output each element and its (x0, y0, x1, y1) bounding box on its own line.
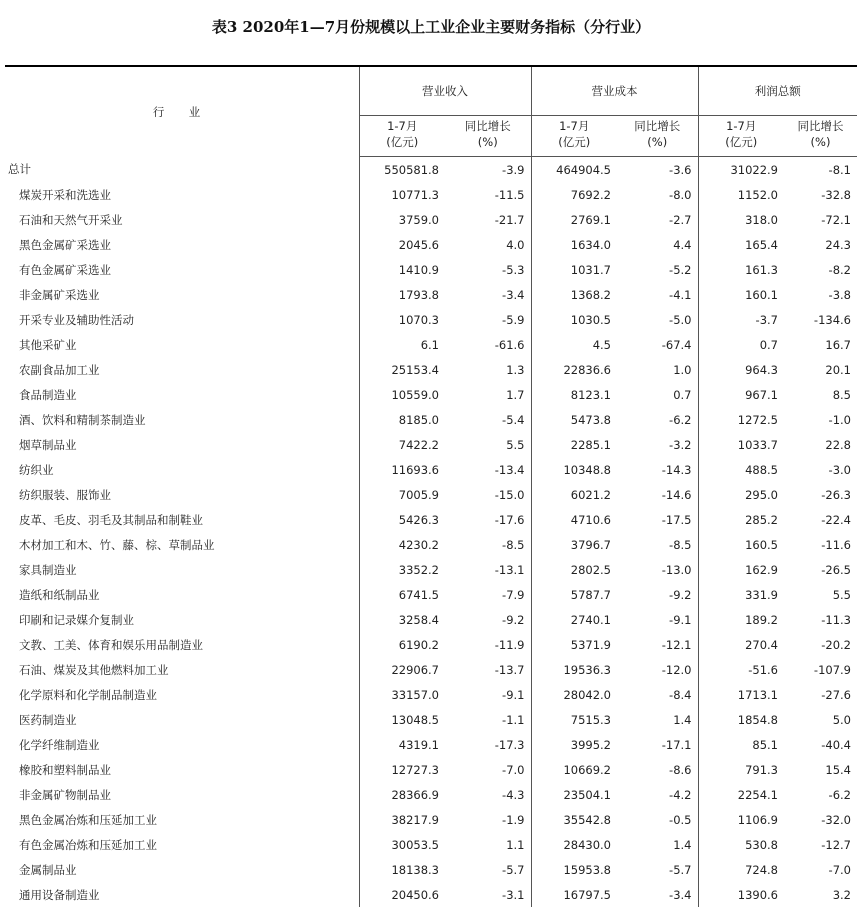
profit-value: 85.1 (698, 732, 784, 757)
revenue-value: 1410.9 (359, 257, 445, 282)
profit-value: 270.4 (698, 632, 784, 657)
industry-name: 食品制造业 (5, 382, 359, 407)
cost-value: 4.5 (531, 332, 617, 357)
revenue-value: 20450.6 (359, 882, 445, 907)
industry-name: 医药制造业 (5, 707, 359, 732)
cost-growth: -9.2 (617, 582, 698, 607)
revenue-value: 8185.0 (359, 407, 445, 432)
cost-growth: -8.0 (617, 182, 698, 207)
industry-name: 烟草制品业 (5, 432, 359, 457)
profit-growth: -3.0 (784, 457, 857, 482)
revenue-growth: -7.0 (445, 757, 531, 782)
profit-header: 利润总额 (698, 66, 857, 116)
cost-value: 1634.0 (531, 232, 617, 257)
industry-name: 通用设备制造业 (5, 882, 359, 907)
industry-header: 行 业 (5, 66, 359, 157)
profit-value: 331.9 (698, 582, 784, 607)
industry-name: 有色金属冶炼和压延加工业 (5, 832, 359, 857)
profit-value: 1713.1 (698, 682, 784, 707)
profit-value: 1033.7 (698, 432, 784, 457)
profit-growth: -6.2 (784, 782, 857, 807)
cost-value: 3796.7 (531, 532, 617, 557)
revenue-growth: -21.7 (445, 207, 531, 232)
profit-growth: -3.8 (784, 282, 857, 307)
cost-value: 16797.5 (531, 882, 617, 907)
revenue-growth: -5.7 (445, 857, 531, 882)
profit-value: 724.8 (698, 857, 784, 882)
revenue-value: 28366.9 (359, 782, 445, 807)
profit-growth: 16.7 (784, 332, 857, 357)
profit-value: 1152.0 (698, 182, 784, 207)
industry-name: 非金属矿物制品业 (5, 782, 359, 807)
revenue-growth: -4.3 (445, 782, 531, 807)
profit-value: 160.5 (698, 532, 784, 557)
table-row (5, 782, 857, 807)
profit-growth: 5.0 (784, 707, 857, 732)
table-row (5, 557, 857, 582)
revenue-growth: -5.3 (445, 257, 531, 282)
table-row (5, 632, 857, 657)
industry-name: 化学原料和化学制品制造业 (5, 682, 359, 707)
cost-amount-header: 1-7月 (亿元) (531, 116, 617, 157)
profit-growth: -11.6 (784, 532, 857, 557)
cost-value: 6021.2 (531, 482, 617, 507)
cost-growth: -8.5 (617, 532, 698, 557)
revenue-value: 1070.3 (359, 307, 445, 332)
profit-growth: -11.3 (784, 607, 857, 632)
cost-value: 2802.5 (531, 557, 617, 582)
revenue-value: 7422.2 (359, 432, 445, 457)
industry-name: 金属制品业 (5, 857, 359, 882)
revenue-value: 3258.4 (359, 607, 445, 632)
profit-growth: -12.7 (784, 832, 857, 857)
revenue-value: 5426.3 (359, 507, 445, 532)
profit-growth: -20.2 (784, 632, 857, 657)
industry-name: 化学纤维制造业 (5, 732, 359, 757)
profit-value: -51.6 (698, 657, 784, 682)
industry-name: 纺织服装、服饰业 (5, 482, 359, 507)
profit-value: 2254.1 (698, 782, 784, 807)
profit-growth: 20.1 (784, 357, 857, 382)
cost-value: 5473.8 (531, 407, 617, 432)
table-row (5, 332, 857, 357)
revenue-growth: -1.1 (445, 707, 531, 732)
cost-growth: -4.1 (617, 282, 698, 307)
cost-value: 7515.3 (531, 707, 617, 732)
revenue-value: 4230.2 (359, 532, 445, 557)
cost-growth: -6.2 (617, 407, 698, 432)
cost-value: 23504.1 (531, 782, 617, 807)
cost-value: 2769.1 (531, 207, 617, 232)
cost-growth: -12.1 (617, 632, 698, 657)
industry-name: 煤炭开采和洗选业 (5, 182, 359, 207)
revenue-growth: -7.9 (445, 582, 531, 607)
revenue-value: 10771.3 (359, 182, 445, 207)
table-row (5, 682, 857, 707)
table-body (5, 157, 857, 907)
table-row (5, 482, 857, 507)
cost-value: 10348.8 (531, 457, 617, 482)
revenue-growth: 4.0 (445, 232, 531, 257)
revenue-value: 3352.2 (359, 557, 445, 582)
revenue-value: 550581.8 (359, 157, 445, 183)
profit-value: 1272.5 (698, 407, 784, 432)
industry-name: 石油、煤炭及其他燃料加工业 (5, 657, 359, 682)
table-row (5, 432, 857, 457)
revenue-amount-header: 1-7月 (亿元) (359, 116, 445, 157)
cost-value: 10669.2 (531, 757, 617, 782)
industry-name: 印刷和记录媒介复制业 (5, 607, 359, 632)
revenue-growth: -3.1 (445, 882, 531, 907)
cost-value: 28430.0 (531, 832, 617, 857)
profit-value: 967.1 (698, 382, 784, 407)
cost-growth: -14.6 (617, 482, 698, 507)
profit-value: 162.9 (698, 557, 784, 582)
cost-value: 5371.9 (531, 632, 617, 657)
table-row (5, 232, 857, 257)
cost-growth: -4.2 (617, 782, 698, 807)
table-row (5, 757, 857, 782)
profit-growth: -26.5 (784, 557, 857, 582)
profit-value: 189.2 (698, 607, 784, 632)
profit-growth: -1.0 (784, 407, 857, 432)
cost-value: 8123.1 (531, 382, 617, 407)
industry-name: 石油和天然气开采业 (5, 207, 359, 232)
revenue-growth: -8.5 (445, 532, 531, 557)
revenue-value: 13048.5 (359, 707, 445, 732)
table-row (5, 807, 857, 832)
cost-value: 19536.3 (531, 657, 617, 682)
industry-name: 家具制造业 (5, 557, 359, 582)
cost-growth: 0.7 (617, 382, 698, 407)
revenue-growth: -5.4 (445, 407, 531, 432)
table-row (5, 832, 857, 857)
industry-name: 橡胶和塑料制品业 (5, 757, 359, 782)
profit-value: 31022.9 (698, 157, 784, 183)
profit-growth: 5.5 (784, 582, 857, 607)
revenue-growth: -3.4 (445, 282, 531, 307)
table-row (5, 707, 857, 732)
profit-growth: 8.5 (784, 382, 857, 407)
profit-growth: -22.4 (784, 507, 857, 532)
revenue-value: 6.1 (359, 332, 445, 357)
cost-value: 4710.6 (531, 507, 617, 532)
cost-growth: -17.1 (617, 732, 698, 757)
revenue-value: 6741.5 (359, 582, 445, 607)
industry-name: 文教、工美、体育和娱乐用品制造业 (5, 632, 359, 657)
profit-growth: -134.6 (784, 307, 857, 332)
revenue-growth: 1.1 (445, 832, 531, 857)
cost-value: 28042.0 (531, 682, 617, 707)
cost-value: 22836.6 (531, 357, 617, 382)
revenue-growth: -9.1 (445, 682, 531, 707)
table-row (5, 407, 857, 432)
profit-growth: 24.3 (784, 232, 857, 257)
revenue-growth-header: 同比增长 (%) (445, 116, 531, 157)
table-row (5, 732, 857, 757)
cost-growth: -67.4 (617, 332, 698, 357)
cost-value: 1031.7 (531, 257, 617, 282)
revenue-growth: -5.9 (445, 307, 531, 332)
cost-growth: -13.0 (617, 557, 698, 582)
revenue-growth: -13.4 (445, 457, 531, 482)
revenue-value: 22906.7 (359, 657, 445, 682)
profit-value: 964.3 (698, 357, 784, 382)
table-row (5, 582, 857, 607)
table-row (5, 882, 857, 907)
profit-growth: -72.1 (784, 207, 857, 232)
profit-value: 318.0 (698, 207, 784, 232)
industry-name: 其他采矿业 (5, 332, 359, 357)
industry-name: 酒、饮料和精制茶制造业 (5, 407, 359, 432)
revenue-growth: -15.0 (445, 482, 531, 507)
table-row (5, 182, 857, 207)
cost-growth: 1.4 (617, 832, 698, 857)
table-row (5, 282, 857, 307)
revenue-value: 38217.9 (359, 807, 445, 832)
profit-value: 295.0 (698, 482, 784, 507)
table-row (5, 207, 857, 232)
cost-growth: -8.6 (617, 757, 698, 782)
table-row (5, 457, 857, 482)
table-row (5, 307, 857, 332)
cost-growth: 1.4 (617, 707, 698, 732)
cost-value: 2740.1 (531, 607, 617, 632)
industry-name: 纺织业 (5, 457, 359, 482)
revenue-growth: -11.9 (445, 632, 531, 657)
revenue-growth: -13.7 (445, 657, 531, 682)
cost-growth: -3.2 (617, 432, 698, 457)
profit-growth: -8.1 (784, 157, 857, 183)
industry-name: 开采专业及辅助性活动 (5, 307, 359, 332)
industry-name: 农副食品加工业 (5, 357, 359, 382)
cost-header: 营业成本 (531, 66, 698, 116)
cost-growth: -8.4 (617, 682, 698, 707)
revenue-growth: -61.6 (445, 332, 531, 357)
cost-value: 1368.2 (531, 282, 617, 307)
table-row (5, 607, 857, 632)
revenue-value: 10559.0 (359, 382, 445, 407)
profit-value: 488.5 (698, 457, 784, 482)
profit-amount-header: 1-7月 (亿元) (698, 116, 784, 157)
revenue-value: 12727.3 (359, 757, 445, 782)
profit-value: -3.7 (698, 307, 784, 332)
cost-growth: -17.5 (617, 507, 698, 532)
profit-growth-header: 同比增长 (%) (784, 116, 857, 157)
cost-growth: -0.5 (617, 807, 698, 832)
revenue-header: 营业收入 (359, 66, 531, 116)
financial-indicators-table (5, 65, 857, 907)
cost-growth: -5.2 (617, 257, 698, 282)
table-row (5, 382, 857, 407)
profit-value: 1106.9 (698, 807, 784, 832)
revenue-value: 7005.9 (359, 482, 445, 507)
profit-growth: 3.2 (784, 882, 857, 907)
industry-name: 黑色金属冶炼和压延加工业 (5, 807, 359, 832)
revenue-value: 33157.0 (359, 682, 445, 707)
profit-growth: -40.4 (784, 732, 857, 757)
cost-growth: -5.7 (617, 857, 698, 882)
revenue-value: 30053.5 (359, 832, 445, 857)
industry-name: 造纸和纸制品业 (5, 582, 359, 607)
revenue-value: 6190.2 (359, 632, 445, 657)
revenue-value: 1793.8 (359, 282, 445, 307)
total-row (5, 157, 857, 183)
cost-growth: -12.0 (617, 657, 698, 682)
revenue-growth: -11.5 (445, 182, 531, 207)
profit-value: 530.8 (698, 832, 784, 857)
profit-value: 1854.8 (698, 707, 784, 732)
profit-value: 0.7 (698, 332, 784, 357)
profit-growth: 22.8 (784, 432, 857, 457)
profit-value: 161.3 (698, 257, 784, 282)
profit-value: 165.4 (698, 232, 784, 257)
revenue-growth: -3.9 (445, 157, 531, 183)
cost-growth: -14.3 (617, 457, 698, 482)
revenue-value: 18138.3 (359, 857, 445, 882)
table-row (5, 657, 857, 682)
cost-value: 464904.5 (531, 157, 617, 183)
revenue-growth: 1.7 (445, 382, 531, 407)
profit-value: 791.3 (698, 757, 784, 782)
revenue-value: 4319.1 (359, 732, 445, 757)
revenue-value: 11693.6 (359, 457, 445, 482)
table-row (5, 357, 857, 382)
table-row (5, 857, 857, 882)
cost-value: 15953.8 (531, 857, 617, 882)
cost-growth: -3.4 (617, 882, 698, 907)
profit-growth: -26.3 (784, 482, 857, 507)
profit-growth: 15.4 (784, 757, 857, 782)
profit-growth: -27.6 (784, 682, 857, 707)
industry-name: 有色金属矿采选业 (5, 257, 359, 282)
industry-name: 木材加工和木、竹、藤、棕、草制品业 (5, 532, 359, 557)
revenue-growth: -9.2 (445, 607, 531, 632)
revenue-value: 3759.0 (359, 207, 445, 232)
cost-growth: -5.0 (617, 307, 698, 332)
cost-growth: -3.6 (617, 157, 698, 183)
cost-growth: 4.4 (617, 232, 698, 257)
revenue-growth: 5.5 (445, 432, 531, 457)
cost-growth: 1.0 (617, 357, 698, 382)
profit-growth: -7.0 (784, 857, 857, 882)
cost-value: 35542.8 (531, 807, 617, 832)
revenue-growth: 1.3 (445, 357, 531, 382)
industry-name: 非金属矿采选业 (5, 282, 359, 307)
profit-growth: -107.9 (784, 657, 857, 682)
profit-value: 1390.6 (698, 882, 784, 907)
industry-name: 皮革、毛皮、羽毛及其制品和制鞋业 (5, 507, 359, 532)
table-row (5, 507, 857, 532)
table-row (5, 257, 857, 282)
table-row (5, 532, 857, 557)
cost-growth: -2.7 (617, 207, 698, 232)
profit-value: 285.2 (698, 507, 784, 532)
profit-growth: -8.2 (784, 257, 857, 282)
cost-value: 3995.2 (531, 732, 617, 757)
industry-name: 总计 (5, 157, 359, 183)
cost-value: 1030.5 (531, 307, 617, 332)
profit-growth: -32.0 (784, 807, 857, 832)
industry-name: 黑色金属矿采选业 (5, 232, 359, 257)
cost-value: 7692.2 (531, 182, 617, 207)
revenue-value: 25153.4 (359, 357, 445, 382)
profit-growth: -32.8 (784, 182, 857, 207)
cost-growth: -9.1 (617, 607, 698, 632)
page-title: 表3 2020年1—7月份规模以上工业企业主要财务指标（分行业） (0, 16, 862, 37)
revenue-value: 2045.6 (359, 232, 445, 257)
cost-value: 5787.7 (531, 582, 617, 607)
cost-value: 2285.1 (531, 432, 617, 457)
revenue-growth: -17.6 (445, 507, 531, 532)
revenue-growth: -17.3 (445, 732, 531, 757)
revenue-growth: -1.9 (445, 807, 531, 832)
profit-value: 160.1 (698, 282, 784, 307)
revenue-growth: -13.1 (445, 557, 531, 582)
cost-growth-header: 同比增长 (%) (617, 116, 698, 157)
